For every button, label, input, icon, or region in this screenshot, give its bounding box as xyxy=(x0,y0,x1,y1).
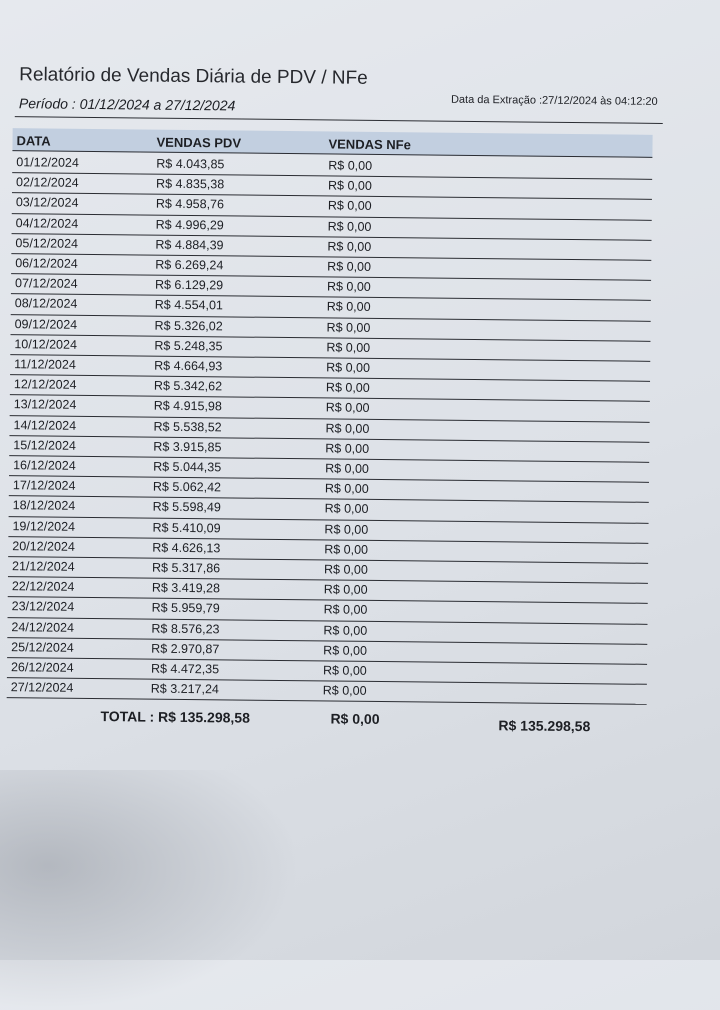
row-nfe-sales: R$ 0,00 xyxy=(327,259,372,274)
row-pdv-sales: R$ 4.626,13 xyxy=(152,540,221,556)
total-nfe: R$ 0,00 xyxy=(330,710,380,728)
row-nfe-sales: R$ 0,00 xyxy=(323,602,368,618)
row-date: 10/12/2024 xyxy=(14,336,78,352)
header-nfe-sales: VENDAS NFe xyxy=(328,136,411,153)
row-date: 22/12/2024 xyxy=(11,579,75,594)
header-date: DATA xyxy=(16,133,51,149)
grand-total: R$ 135.298,58 xyxy=(498,717,591,735)
row-nfe-sales: R$ 0,00 xyxy=(326,299,371,315)
row-date: 13/12/2024 xyxy=(13,397,77,413)
row-date: 07/12/2024 xyxy=(14,276,78,292)
row-nfe-sales: R$ 0,00 xyxy=(325,400,370,416)
row-nfe-sales: R$ 0,00 xyxy=(324,542,369,557)
row-pdv-sales: R$ 5.044,35 xyxy=(153,459,222,475)
row-date: 16/12/2024 xyxy=(13,458,76,473)
total-pdv: TOTAL : R$ 135.298,58 xyxy=(100,708,250,726)
row-pdv-sales: R$ 3.217,24 xyxy=(150,681,219,697)
row-date: 02/12/2024 xyxy=(16,175,79,191)
row-nfe-sales: R$ 0,00 xyxy=(326,340,371,355)
row-date: 06/12/2024 xyxy=(15,256,78,271)
row-nfe-sales: R$ 0,00 xyxy=(325,380,370,396)
row-pdv-sales: R$ 5.342,62 xyxy=(153,378,223,394)
row-date: 12/12/2024 xyxy=(13,377,77,393)
row-nfe-sales: R$ 0,00 xyxy=(325,441,370,456)
row-nfe-sales: R$ 0,00 xyxy=(324,481,369,497)
row-pdv-sales: R$ 4.472,35 xyxy=(150,661,220,677)
row-pdv-sales: R$ 3.419,28 xyxy=(151,580,221,596)
row-nfe-sales: R$ 0,00 xyxy=(323,562,368,577)
row-pdv-sales: R$ 4.915,98 xyxy=(153,399,222,414)
row-pdv-sales: R$ 5.598,49 xyxy=(152,500,221,515)
row-pdv-sales: R$ 4.664,93 xyxy=(154,358,223,374)
row-date: 09/12/2024 xyxy=(14,316,78,332)
row-pdv-sales: R$ 5.326,02 xyxy=(154,318,223,333)
row-date: 27/12/2024 xyxy=(10,680,74,695)
row-date: 14/12/2024 xyxy=(13,417,77,433)
row-date: 03/12/2024 xyxy=(15,195,79,211)
row-nfe-sales: R$ 0,00 xyxy=(322,663,367,678)
row-nfe-sales: R$ 0,00 xyxy=(328,158,373,173)
row-pdv-sales: R$ 6.269,24 xyxy=(155,257,224,273)
row-nfe-sales: R$ 0,00 xyxy=(324,522,369,537)
row-date: 23/12/2024 xyxy=(11,599,75,615)
row-nfe-sales: R$ 0,00 xyxy=(323,623,368,638)
row-nfe-sales: R$ 0,00 xyxy=(327,198,372,214)
row-pdv-sales: R$ 5.959,79 xyxy=(151,601,220,616)
row-date: 21/12/2024 xyxy=(11,559,75,574)
row-nfe-sales: R$ 0,00 xyxy=(325,421,370,436)
row-date: 19/12/2024 xyxy=(12,518,76,534)
row-pdv-sales: R$ 4.835,38 xyxy=(156,176,225,192)
divider xyxy=(15,116,663,124)
row-pdv-sales: R$ 5.248,35 xyxy=(154,338,223,354)
row-date: 08/12/2024 xyxy=(14,296,78,312)
row-pdv-sales: R$ 4.958,76 xyxy=(155,197,225,212)
row-date: 11/12/2024 xyxy=(14,357,76,372)
row-date: 25/12/2024 xyxy=(11,639,74,655)
row-nfe-sales: R$ 0,00 xyxy=(326,279,371,295)
row-pdv-sales: R$ 3.915,85 xyxy=(153,439,222,455)
row-date: 04/12/2024 xyxy=(15,215,79,231)
row-date: 01/12/2024 xyxy=(16,155,79,170)
row-date: 05/12/2024 xyxy=(15,235,79,251)
row-date: 20/12/2024 xyxy=(12,538,75,554)
row-nfe-sales: R$ 0,00 xyxy=(322,683,367,699)
header-pdv-sales: VENDAS PDV xyxy=(156,134,242,151)
row-pdv-sales: R$ 5.062,42 xyxy=(152,479,222,495)
row-date: 18/12/2024 xyxy=(12,498,76,514)
row-nfe-sales: R$ 0,00 xyxy=(326,360,371,375)
row-date: 17/12/2024 xyxy=(12,478,76,494)
row-pdv-sales: R$ 4.043,85 xyxy=(156,156,225,172)
row-nfe-sales: R$ 0,00 xyxy=(324,501,369,517)
row-date: 26/12/2024 xyxy=(10,660,74,675)
row-pdv-sales: R$ 6.129,29 xyxy=(154,277,224,293)
row-pdv-sales: R$ 8.576,23 xyxy=(151,621,220,636)
extraction-timestamp: Data da Extração :27/12/2024 às 04:12:20 xyxy=(450,93,658,108)
row-pdv-sales: R$ 4.884,39 xyxy=(155,237,224,253)
row-date: 15/12/2024 xyxy=(13,437,76,453)
row-nfe-sales: R$ 0,00 xyxy=(323,643,368,658)
report-period: Período : 01/12/2024 a 27/12/2024 xyxy=(18,95,236,114)
row-nfe-sales: R$ 0,00 xyxy=(327,239,372,254)
row-pdv-sales: R$ 4.554,01 xyxy=(154,298,223,313)
row-pdv-sales: R$ 5.317,86 xyxy=(151,560,221,576)
row-pdv-sales: R$ 5.410,09 xyxy=(152,520,221,535)
row-date: 24/12/2024 xyxy=(11,619,75,635)
row-nfe-sales: R$ 0,00 xyxy=(328,178,372,194)
report-title: Relatório de Vendas Diária de PDV / NFe xyxy=(19,64,368,89)
row-nfe-sales: R$ 0,00 xyxy=(325,461,369,476)
row-pdv-sales: R$ 5.538,52 xyxy=(153,419,222,434)
row-nfe-sales: R$ 0,00 xyxy=(327,219,372,234)
row-nfe-sales: R$ 0,00 xyxy=(323,582,368,598)
row-nfe-sales: R$ 0,00 xyxy=(326,320,371,335)
row-pdv-sales: R$ 2.970,87 xyxy=(151,641,220,657)
total-row xyxy=(0,707,713,737)
row-pdv-sales: R$ 4.996,29 xyxy=(155,217,224,232)
